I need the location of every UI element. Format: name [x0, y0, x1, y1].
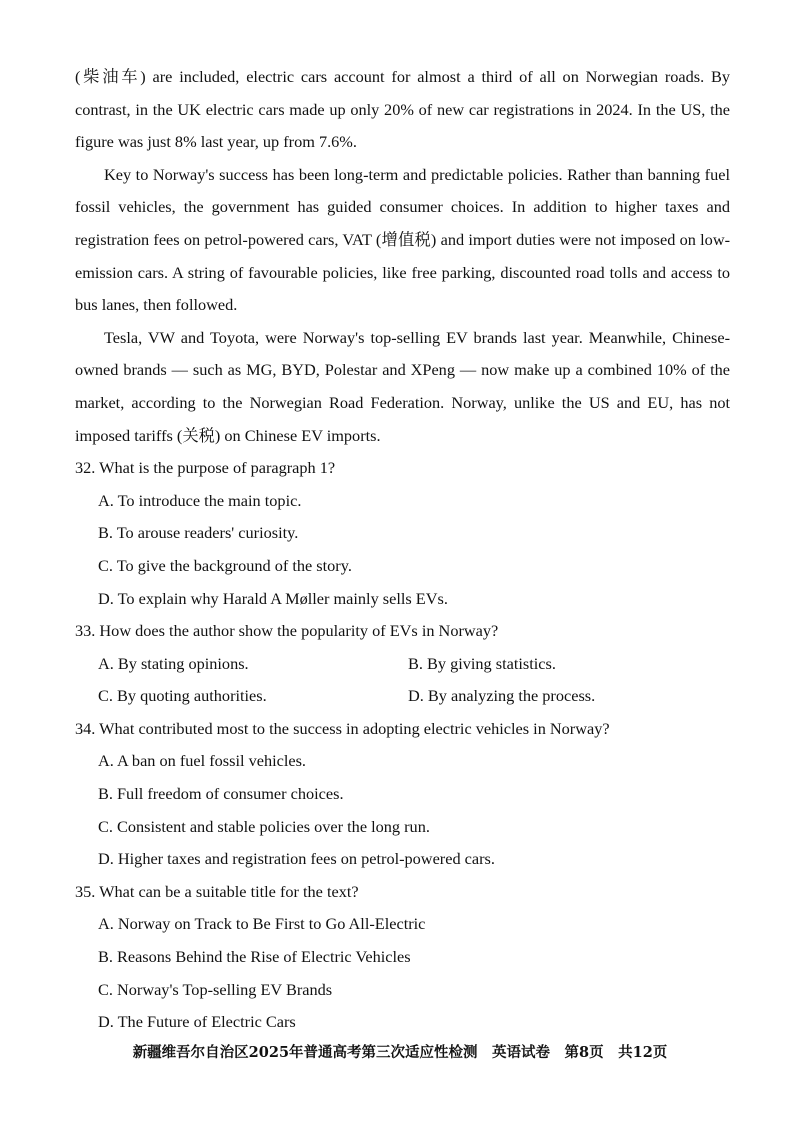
option: A. To introduce the main topic.	[98, 490, 302, 510]
option: B. By giving statistics.	[408, 653, 556, 673]
question-stem: 33. How does the author show the popularity of EVs in Norway?	[75, 621, 499, 641]
question-34	[75, 713, 730, 876]
option: C. Consistent and stable policies over the long run.	[98, 816, 430, 836]
question-35	[75, 876, 730, 1039]
option: C. To give the background of the story.	[98, 555, 352, 575]
question-stem: 32. What is the purpose of paragraph 1?	[75, 458, 336, 478]
page-footer: 新疆维吾尔自治区2025年普通高考第三次适应性检测 英语试卷 第8页 共12页	[132, 1044, 668, 1061]
option: D. To explain why Harald A Møller mainly sells EVs.	[98, 588, 448, 608]
question-33	[75, 615, 730, 713]
option: A. By stating opinions.	[98, 653, 249, 673]
option: D. By analyzing the process.	[408, 686, 596, 706]
option: B. Full freedom of consumer choices.	[98, 784, 344, 804]
option: B. To arouse readers' curiosity.	[98, 523, 299, 543]
option: D. The Future of Electric Cars	[98, 1012, 296, 1032]
option: A. Norway on Track to Be First to Go All-Electric	[98, 914, 426, 934]
option: A. A ban on fuel fossil vehicles.	[98, 751, 307, 771]
option: C. Norway's Top-selling EV Brands	[98, 979, 333, 999]
exam-page	[75, 61, 730, 1039]
question-stem: 35. What can be a suitable title for the text?	[75, 881, 359, 901]
option: B. Reasons Behind the Rise of Electric Vehicles	[98, 947, 411, 967]
question-stem: 34. What contributed most to the success in adopting electric vehicles in Norway?	[75, 718, 610, 738]
passage-paragraph: Key to Norway's success has been long-term and predictable policies. Rather than banning fuel fossil vehicles, the government has guided consumer choices. In addition to higher taxes and registration fees on petrol-powered cars, VAT (增值税) and import duties were not imposed on low-emission cars. A string of favourable policies, like free parking, discounted road tolls and access to bus lanes, then followed.	[75, 164, 730, 315]
option: C. By quoting authorities.	[98, 686, 267, 706]
question-32	[75, 452, 730, 615]
passage-paragraph: (柴油车) are included, electric cars account for almost a third of all on Norwegian roads. By contrast, in the UK electric cars made up only 20% of new car registrations in 2024. In the US, the figure was just 8% last year, up from 7.6%.	[75, 67, 730, 152]
option: D. Higher taxes and registration fees on petrol-powered cars.	[98, 849, 495, 869]
passage-paragraph: Tesla, VW and Toyota, were Norway's top-selling EV brands last year. Meanwhile, Chinese-owned brands — such as MG, BYD, Polestar and XPeng — now make up a combined 10% of the market, according to the Norwegian Road Federation. Norway, unlike the US and EU, has not imposed tariffs (关税) on Chinese EV imports.	[75, 327, 730, 445]
